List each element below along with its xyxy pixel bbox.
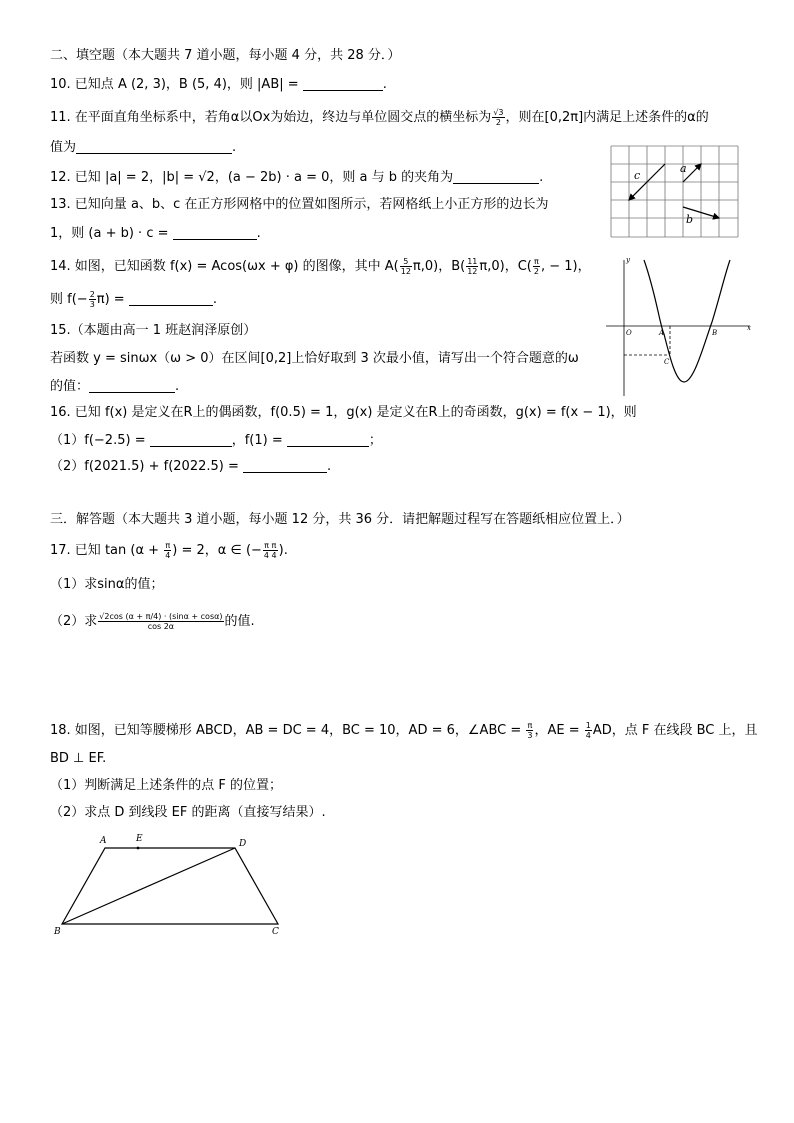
y-axis-label: y (626, 256, 630, 264)
question-11-line2: 值为 . (50, 140, 237, 155)
question-17: 17. 已知 tan (α + $\frac{\pi}{4}$ ) = 2，α ∈ (− $\frac{\text{π π}}{4 4}$ ). (50, 541, 288, 560)
question-11: 11. 在平面直角坐标系中，若角α以Ox为始边，终边与单位圆交点的横坐标为 $\frac{√3}{2}$ ，则在[0,2π]内满足上述条件的α的 (50, 108, 709, 127)
label-c: C (272, 927, 279, 937)
label-b: B (54, 927, 61, 937)
section2-title: 二、填空题（本大题共 7 道小题，每小题 4 分，共 28 分．） (50, 48, 401, 63)
cosine-graph-figure (604, 254, 754, 396)
point-c-label: C (664, 358, 670, 366)
question-15-line2: 若函数 y = sinωx（ω > 0）在区间[0,2]上恰好取到 3 次最小值，请写出一个符合题意的ω (50, 351, 579, 366)
label-e: E (136, 834, 143, 844)
answer-blank[interactable] (150, 432, 232, 447)
question-16: 16. 已知 f(x) 是定义在R上的偶函数，f(0.5) = 1，g(x) 是定义在R上的奇函数，g(x) = f(x − 1)，则 (50, 405, 637, 420)
vector-b-label: b (686, 213, 694, 226)
cosine-curve (644, 260, 730, 382)
point-b-label: B (712, 329, 718, 337)
label-a: A (100, 836, 107, 846)
diagonal-bd (62, 848, 235, 924)
fraction: $\frac{√3}{2}$ (493, 108, 504, 127)
question-15: 15.（本题由高一 1 班赵润泽原创） (50, 323, 257, 338)
question-17-part2: （2）求 $\frac{√2\cos (\alpha + \pi/4) \cdot (\sin\alpha + \cos\alpha)}{\cos 2\alpha}$ 的值. (50, 612, 255, 631)
trapezoid-abcd (62, 848, 278, 924)
question-13: 13. 已知向量 a、b、c 在正方形网格中的位置如图所示，若网格纸上小正方形的边长为 (50, 197, 549, 212)
question-18-part1: （1）判断满足上述条件的点 F 的位置； (50, 778, 283, 793)
trapezoid-figure (50, 832, 290, 940)
question-16-part2: （2）f(2021.5) + f(2022.5) = . (50, 459, 332, 474)
question-12: 12. 已知 |a| = 2，|b| = √2，(a − 2b) · a = 0，则 a 与 b 的夹角为 . (50, 170, 544, 185)
answer-blank[interactable] (89, 378, 175, 393)
vector-c-label: c (634, 169, 641, 182)
vector-grid-figure (610, 145, 740, 239)
vector-a-label: a (680, 162, 687, 175)
answer-blank[interactable] (243, 458, 327, 473)
question-15-line3: 的值： . (50, 379, 180, 394)
question-16-part1: （1）f(−2.5) = ，f(1) = ； (50, 433, 382, 448)
question-14: 14. 如图，已知函数 f(x) = Acos(ωx + φ) 的图像，其中 A( $\frac{5}{12}$ π,0)，B( $\frac{11}{12}$ π,0)，C( $\frac{\pi}{2}$ , − 1)， (50, 257, 591, 276)
question-18: 18. 如图，已知等腰梯形 ABCD，AB = DC = 4，BC = 10，AD = 6，∠ABC = $\frac{\pi}{3}$ ，AE = $\frac{1}{4}$ AD，点 F 在线段 BC 上，且 (50, 721, 758, 740)
answer-blank[interactable] (76, 139, 232, 154)
origin-label: O (626, 329, 632, 337)
point-e (137, 847, 140, 850)
question-13-line2: 1，则 (a + b) · c = . (50, 226, 261, 241)
question-10: 10. 已知点 A (2, 3)，B (5, 4)，则 |AB| = . (50, 77, 387, 92)
question-18-part2: （2）求点 D 到线段 EF 的距离（直接写结果）. (50, 805, 326, 820)
grid-lines (611, 146, 738, 237)
question-17-part1: （1）求sinα的值； (50, 577, 164, 592)
answer-blank[interactable] (303, 76, 383, 91)
question-14-line2: 则 f(− $\frac{2}{3}$ π) = . (50, 290, 217, 309)
label-d: D (239, 839, 247, 849)
section3-title: 三．解答题（本大题共 3 道小题，每小题 12 分，共 36 分．请把解题过程写在答题纸相应位置上．） (50, 512, 630, 527)
x-axis-label: x (747, 324, 751, 332)
point-a-label: A (659, 329, 665, 337)
question-18-line2: BD ⊥ EF. (50, 751, 107, 766)
answer-blank[interactable] (129, 291, 213, 306)
answer-blank[interactable] (287, 432, 369, 447)
answer-blank[interactable] (173, 225, 257, 240)
answer-blank[interactable] (453, 169, 539, 184)
